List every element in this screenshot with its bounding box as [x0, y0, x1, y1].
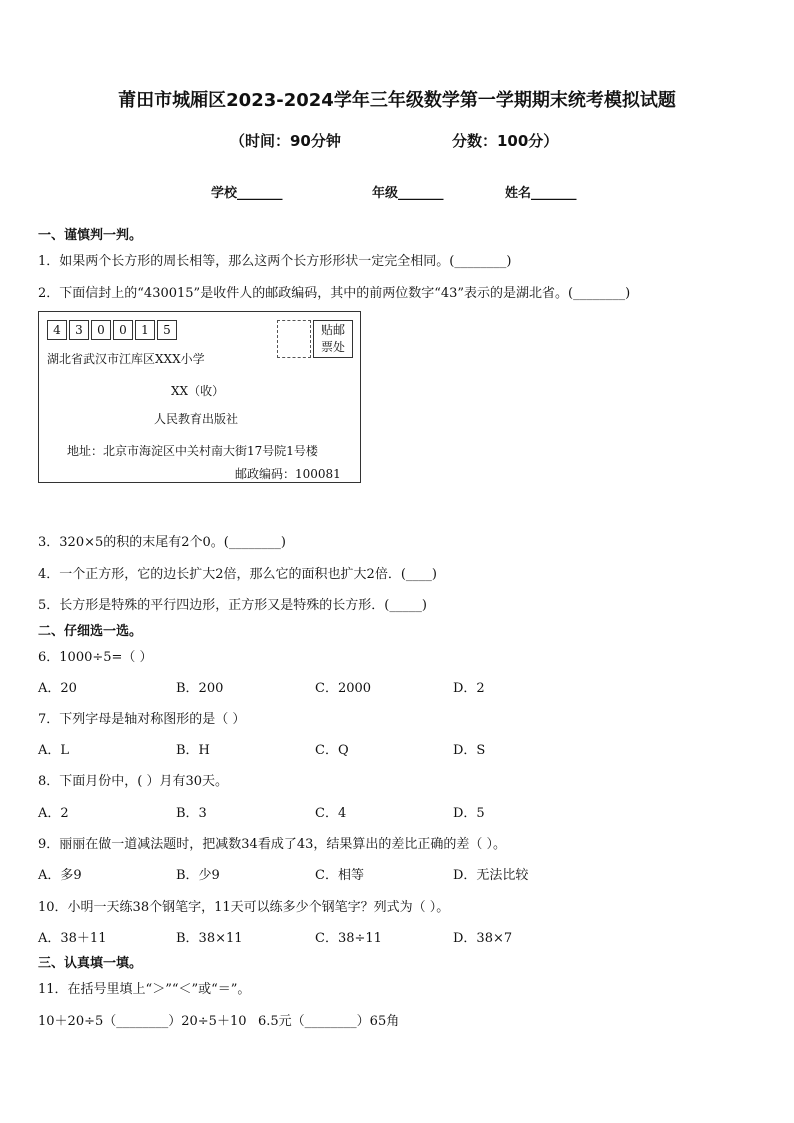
envelope-illustration	[38, 311, 361, 483]
option-a: A．38＋11	[38, 931, 107, 946]
option-a: A．20	[38, 681, 77, 696]
question-6: 6．1000÷5=（ ）	[38, 650, 153, 665]
question-1: 1．如果两个长方形的周长相等，那么这两个长方形形状一定完全相同。(________)	[38, 254, 512, 269]
zip-digit: 3	[69, 320, 89, 340]
school-field: 学校_______	[211, 186, 283, 201]
recipient-name: XX（收）	[171, 384, 225, 398]
page-title: 莆田市城厢区2023-2024学年三年级数学第一学期期末统考模拟试题	[118, 90, 676, 111]
question-3: 3．320×5的积的末尾有2个0。(________)	[38, 535, 286, 550]
zip-digit: 5	[157, 320, 177, 340]
option-c: C．38÷11	[315, 931, 382, 946]
zip-digit: 4	[47, 320, 67, 340]
option-b: B．38×11	[176, 931, 243, 946]
option-d: D．5	[453, 806, 485, 821]
question-2: 2．下面信封上的“430015”是收件人的邮政编码，其中的前两位数字“43”表示的是湖北省。(________)	[38, 286, 631, 301]
option-a: A．L	[38, 743, 70, 758]
question-4: 4．一个正方形，它的边长扩大2倍，那么它的面积也扩大2倍．(____)	[38, 567, 437, 582]
exam-time: （时间：90分钟	[230, 132, 341, 150]
recipient-address: 湖北省武汉市江库区XXX小学	[47, 352, 205, 366]
stamp-label	[313, 320, 353, 358]
option-a: A．多9	[38, 868, 82, 883]
option-d: D．2	[453, 681, 485, 696]
section-heading-3: 三、认真填一填。	[38, 956, 143, 971]
question-10: 10．小明一天练38个钢笔字，11天可以练多少个钢笔字？列式为（ ）。	[38, 900, 450, 915]
question-5: 5．长方形是特殊的平行四边形，正方形又是特殊的长方形．(_____)	[38, 598, 427, 613]
option-c: C．Q	[315, 743, 349, 758]
sender-zip: 邮政编码：100081	[235, 467, 341, 481]
grade-field: 年级_______	[372, 186, 444, 201]
option-c: C．4	[315, 806, 347, 821]
question-9: 9．丽丽在做一道减法题时，把减数34看成了43，结果算出的差比正确的差（ ）。	[38, 837, 506, 852]
sender-name: 人民教育出版社	[154, 412, 239, 426]
stamp-placeholder	[277, 320, 311, 358]
option-c: C．2000	[315, 681, 372, 696]
sender-address: 地址：北京市海淀区中关村南大街17号院1号楼	[67, 444, 318, 458]
option-d: D．S	[453, 743, 486, 758]
option-b: B．H	[176, 743, 210, 758]
zip-code-boxes	[47, 320, 179, 340]
section-heading-1: 一、谨慎判一判。	[38, 228, 143, 243]
stamp-label-line: 票处	[320, 340, 345, 354]
option-b: B．200	[176, 681, 224, 696]
question-7: 7．下列字母是轴对称图形的是（ ）	[38, 712, 246, 727]
comparison-a: 10＋20÷5（________）20÷5＋10	[38, 1014, 247, 1029]
option-c: C．相等	[315, 868, 364, 883]
option-b: B．3	[176, 806, 207, 821]
zip-digit: 0	[91, 320, 111, 340]
option-a: A．2	[38, 806, 69, 821]
comparison-b: 6.5元（________）65角	[258, 1014, 400, 1029]
question-11: 11．在括号里填上“＞”“＜”或“＝”。	[38, 982, 251, 997]
exam-score: 分数：100分）	[452, 132, 559, 150]
section-heading-2: 二、仔细选一选。	[38, 624, 143, 639]
question-8: 8．下面月份中，( ）月有30天。	[38, 774, 229, 789]
option-d: D．无法比较	[453, 868, 529, 883]
zip-digit: 1	[135, 320, 155, 340]
name-field: 姓名_______	[505, 186, 577, 201]
option-b: B．少9	[176, 868, 220, 883]
zip-digit: 0	[113, 320, 133, 340]
stamp-label-line: 贴邮	[320, 323, 345, 337]
option-d: D．38×7	[453, 931, 513, 946]
